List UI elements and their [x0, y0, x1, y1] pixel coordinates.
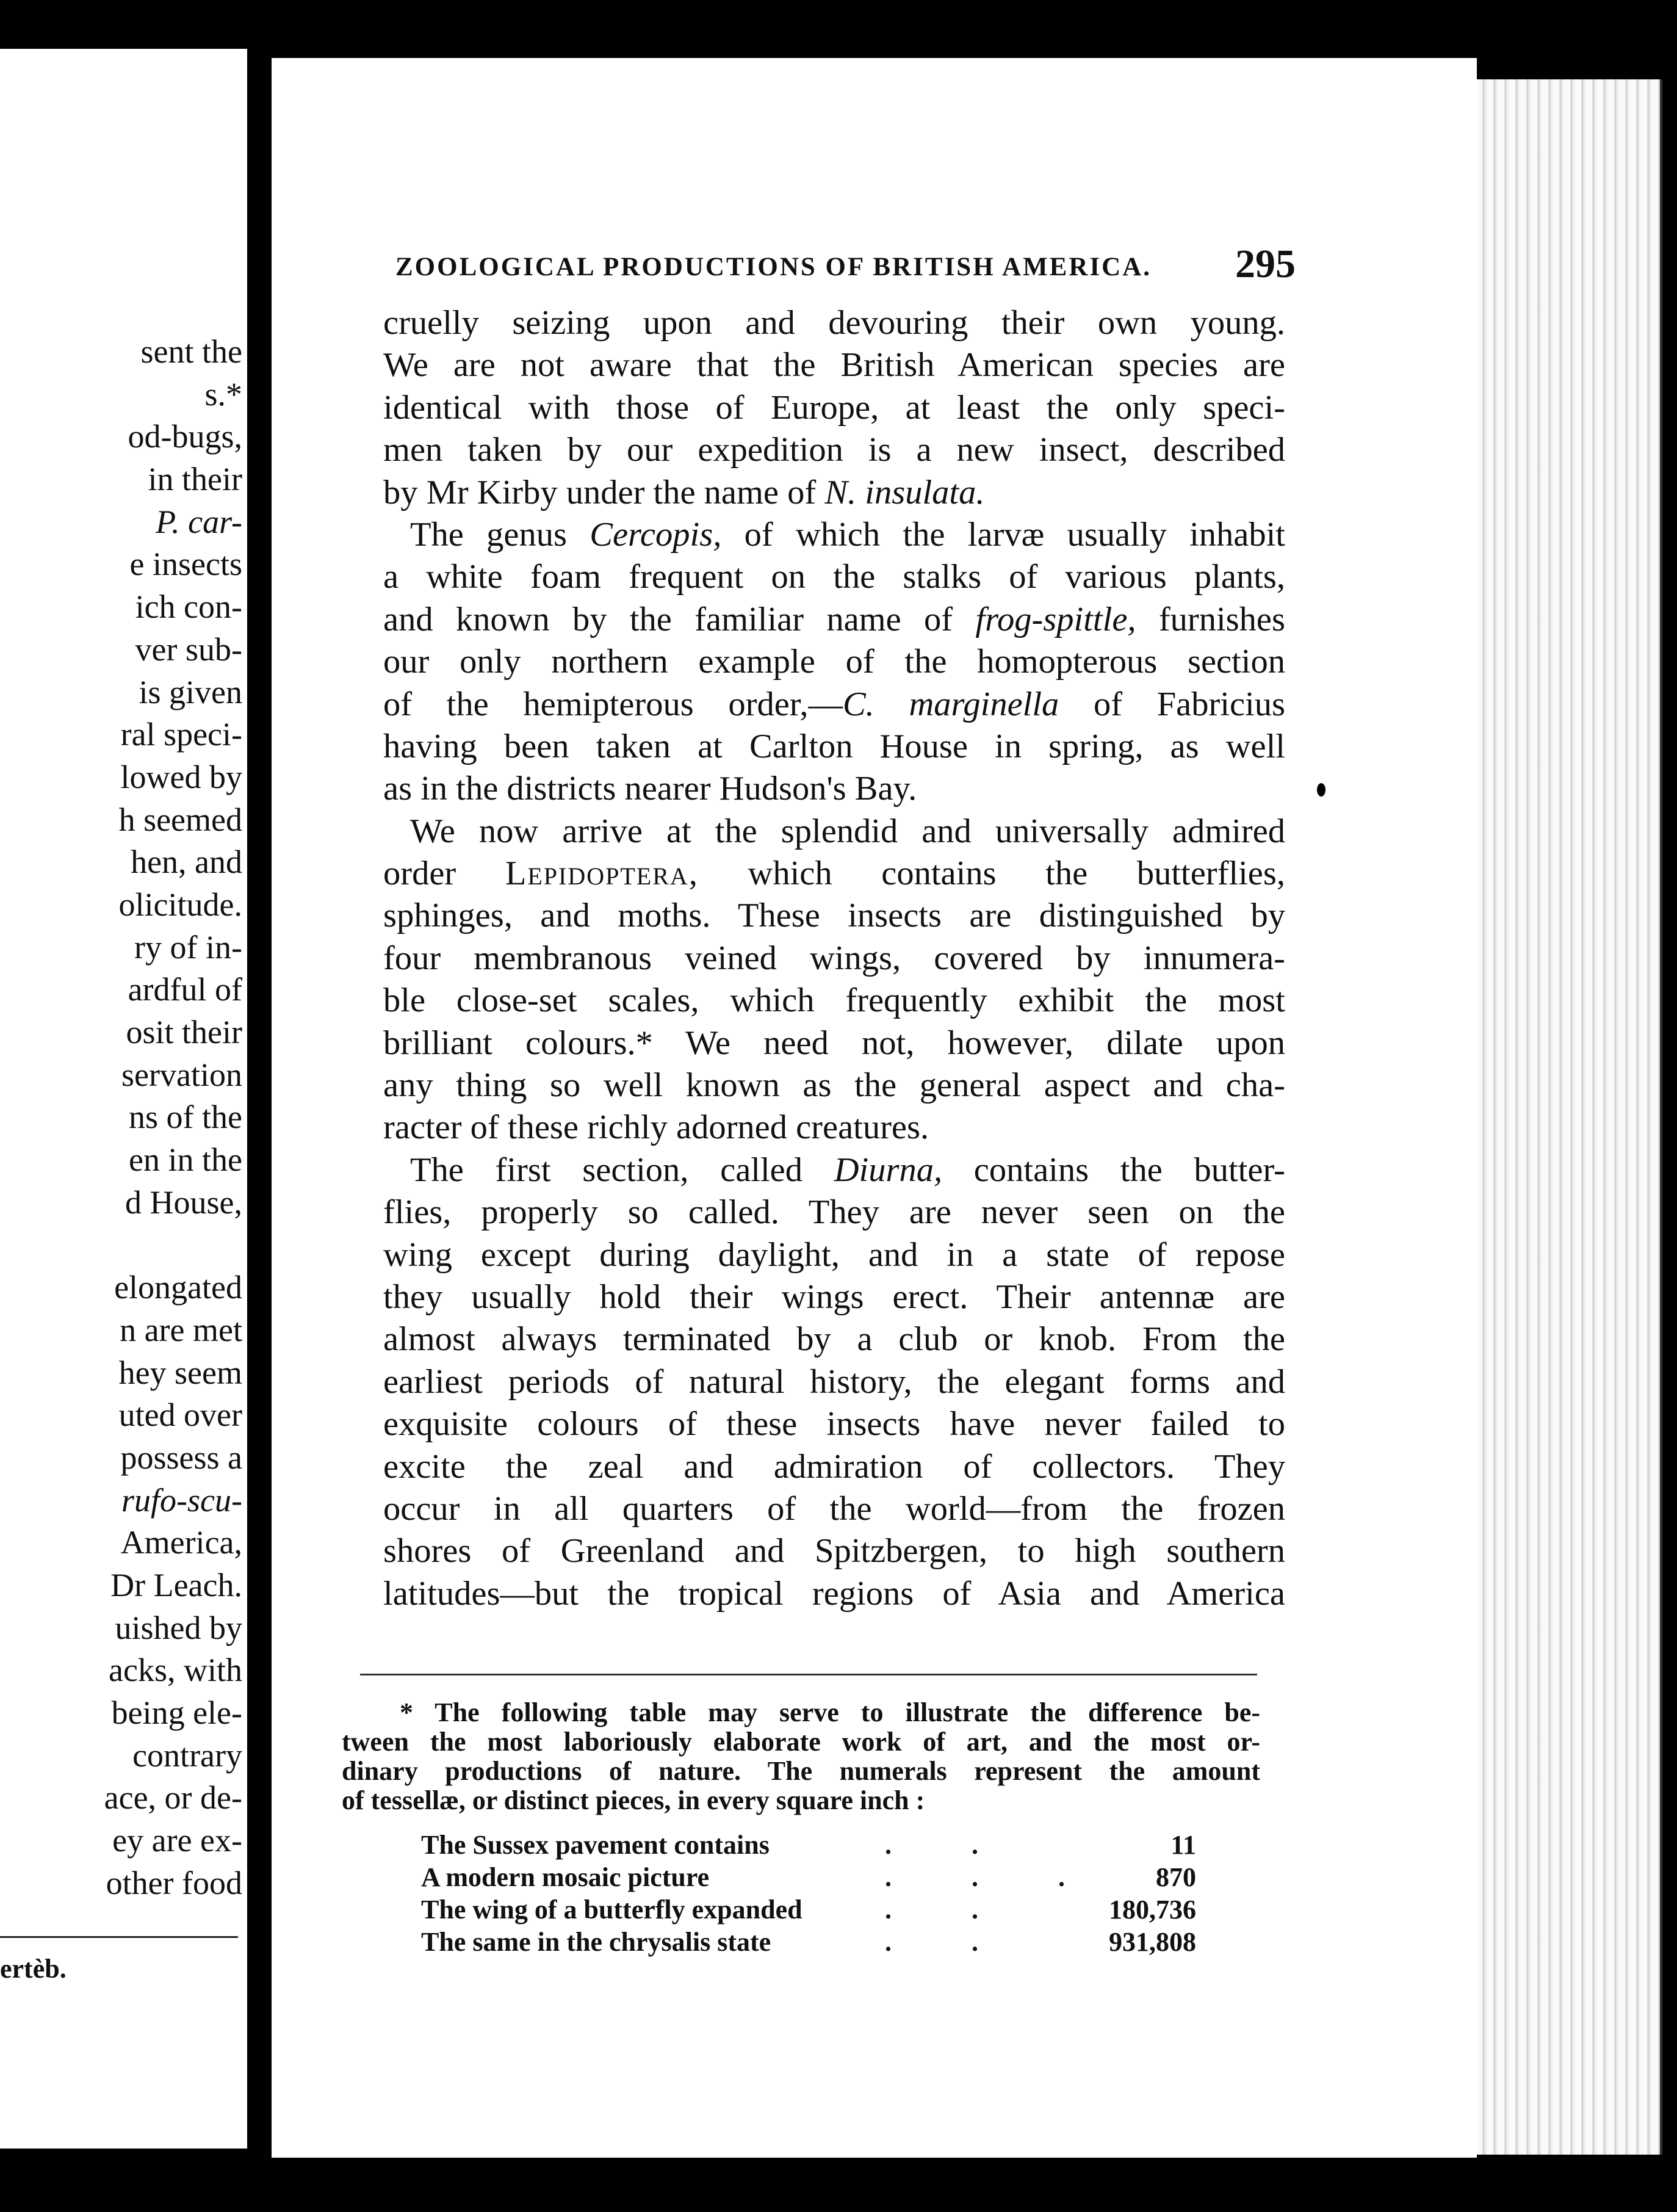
table-row: [421, 1861, 1196, 1893]
table-leader: . .: [885, 1895, 1015, 1925]
previous-page-line: od-bugs,: [128, 418, 242, 455]
text-line: latitudes—but the tropical regions of Asia and America: [383, 1574, 1285, 1613]
table-value: 180,736: [1109, 1895, 1196, 1925]
text-line: having been taken at Carlton House in spring, as well: [383, 727, 1285, 765]
table-label: The Sussex pavement contains: [421, 1830, 770, 1860]
text-line: [383, 599, 1285, 641]
running-head-title: ZOOLOGICAL PRODUCTIONS OF BRITISH AMERICA.: [395, 253, 1152, 281]
text-run: contains the butter-: [942, 1151, 1285, 1189]
previous-page-footnote: ertèb.: [0, 1954, 67, 1984]
footnote-table: [421, 1829, 1196, 1958]
text-run: and known by the familiar name of: [383, 600, 976, 638]
previous-page-line: olicitude.: [118, 886, 242, 923]
previous-page-line: hey seem: [118, 1354, 242, 1391]
text-line: earliest periods of natural history, the elegant forms and: [383, 1362, 1285, 1401]
table-leader: . . .: [885, 1862, 1102, 1892]
text-line: cruelly seizing upon and devouring their own young.: [383, 304, 1285, 342]
common-name: frog-spittle,: [975, 600, 1136, 638]
text-line: sphinges, and moths. These insects are distinguished by: [383, 897, 1285, 935]
previous-page-line: ich con-: [135, 588, 242, 626]
previous-page-line: America,: [120, 1524, 242, 1561]
text-line: four membranous veined wings, covered by innumera-: [383, 939, 1285, 977]
text-line: shores of Greenland and Spitzbergen, to high southern: [383, 1532, 1285, 1570]
previous-page-text: [0, 331, 242, 1904]
text-line: brilliant colours.* We need not, however, dilate upon: [383, 1024, 1285, 1062]
page-number: 295: [1235, 242, 1296, 286]
table-value: 931,808: [1109, 1927, 1196, 1957]
footnote-line: tween the most laboriously elaborate work of art, and the most or-: [342, 1727, 1260, 1757]
previous-page-line: ns of the: [129, 1099, 242, 1136]
text-run: by Mr Kirby under the name of: [383, 473, 825, 511]
previous-page-line: d House,: [125, 1184, 242, 1221]
previous-page-line: in their: [148, 461, 242, 498]
previous-page-line: ry of in-: [134, 928, 242, 966]
text-line: men taken by our expedition is a new insect, described: [383, 431, 1285, 469]
previous-page-line: elongated: [114, 1269, 242, 1306]
text-run: furnishes: [1136, 600, 1285, 638]
order-name: Lepidoptera,: [505, 855, 699, 893]
previous-page-line: s.*: [204, 375, 242, 413]
text-line: excite the zeal and admiration of collectors. They: [383, 1447, 1285, 1486]
previous-page-line: ace, or de-: [104, 1779, 242, 1816]
text-line: our only northern example of the homopterous section: [383, 643, 1285, 681]
text-run: which contains the butterflies,: [698, 855, 1286, 893]
previous-page-line: n are met: [120, 1311, 242, 1348]
previous-page-line: rufo-scu-: [121, 1481, 242, 1519]
previous-page-line: ver sub-: [135, 631, 242, 668]
footnote: [342, 1698, 1260, 1815]
previous-page-line: ey are ex-: [112, 1822, 242, 1859]
text-run: order: [383, 855, 505, 893]
text-line: exquisite colours of these insects have never failed to: [383, 1405, 1285, 1444]
text-run: The first section, called: [410, 1151, 834, 1189]
previous-page-line: osit their: [126, 1014, 242, 1050]
text-line: We are not aware that the British American species are: [383, 346, 1285, 385]
table-label: The same in the chrysalis state: [421, 1927, 771, 1957]
section-name: Diurna,: [834, 1151, 943, 1189]
previous-page-line: Dr Leach.: [110, 1566, 242, 1603]
previous-page-line: being ele-: [111, 1694, 242, 1731]
previous-page-line: ardful of: [128, 971, 242, 1008]
text-line: a white foam frequent on the stalks of various plants,: [383, 558, 1285, 596]
text-line: wing except during daylight, and in a state of repose: [383, 1235, 1285, 1274]
previous-page-line: servation: [121, 1056, 242, 1093]
previous-page-line: other food: [106, 1864, 242, 1901]
previous-page-line: e insects: [129, 546, 242, 583]
table-value: 11: [1170, 1830, 1196, 1860]
previous-page-line: hen, and: [131, 844, 242, 881]
table-label: A modern mosaic picture: [421, 1862, 710, 1892]
table-row: [421, 1829, 1196, 1861]
previous-page-line: uted over: [118, 1397, 242, 1434]
previous-page-line: sent the: [140, 333, 242, 370]
text-line: We now arrive at the splendid and universally admired: [410, 812, 1285, 850]
table-row: [421, 1926, 1196, 1958]
previous-page: [0, 49, 247, 2149]
previous-page-line: en in the: [129, 1141, 242, 1179]
table-leader: . .: [885, 1830, 1015, 1860]
text-run: of the hemipterous order,—: [383, 685, 843, 723]
table-leader: . .: [885, 1927, 1015, 1957]
previous-page-line: lowed by: [120, 758, 242, 795]
text-line: occur in all quarters of the world—from the frozen: [383, 1489, 1285, 1528]
previous-page-line: possess a: [120, 1439, 242, 1476]
previous-page-line: contrary: [132, 1737, 242, 1774]
ink-speck: [1317, 783, 1325, 797]
book-fore-edge: [1477, 79, 1662, 2155]
previous-page-line: [0, 1224, 242, 1267]
text-line: identical with those of Europe, at least the only speci-: [383, 388, 1285, 427]
body-text: [383, 302, 1285, 1615]
footnote-rule: [360, 1674, 1257, 1675]
text-line: any thing so well known as the general aspect and cha-: [383, 1066, 1285, 1105]
footnote-line: of tessellæ, or distinct pieces, in every square inch :: [342, 1785, 925, 1815]
text-line: [383, 472, 1285, 514]
text-line: [383, 853, 1285, 895]
footnote-line: * The following table may serve to illustrate the difference be-: [400, 1697, 1260, 1727]
previous-page-line: acks, with: [109, 1652, 242, 1689]
text-line: they usually hold their wings erect. Their antennæ are: [383, 1278, 1285, 1316]
text-line: racter of these richly adorned creatures.: [383, 1108, 929, 1147]
genus-name: Cercopis,: [590, 515, 722, 554]
table-value: 870: [1156, 1862, 1196, 1892]
text-line: as in the districts nearer Hudson's Bay.: [383, 770, 917, 808]
species-name: C. marginella: [842, 685, 1059, 723]
previous-page-line: P. car-: [156, 503, 242, 540]
text-run: of Fabricius: [1059, 685, 1285, 723]
text-line: [383, 514, 1285, 556]
previous-page-footnote-rule: [0, 1936, 238, 1938]
previous-page-line: uished by: [115, 1609, 242, 1646]
species-name: N. insulata.: [824, 473, 985, 511]
text-run: The genus: [410, 515, 590, 554]
running-head: [395, 241, 1296, 290]
text-line: flies, properly so called. They are never seen on the: [383, 1193, 1285, 1232]
text-run: of which the larvæ usually inhabit: [721, 515, 1286, 554]
previous-page-line: ral speci-: [120, 716, 242, 753]
footnote-line: dinary productions of nature. The numerals represent the amount: [342, 1756, 1260, 1786]
table-row: [421, 1893, 1196, 1926]
book-gutter: [247, 24, 272, 2197]
previous-page-line: h seemed: [118, 801, 242, 838]
text-line: [383, 684, 1285, 726]
text-line: almost always terminated by a club or knob. From the: [383, 1320, 1285, 1359]
text-line: [383, 1149, 1285, 1191]
text-line: ble close-set scales, which frequently exhibit the most: [383, 981, 1285, 1020]
table-label: The wing of a butterfly expanded: [421, 1895, 802, 1925]
previous-page-line: is given: [139, 673, 242, 710]
